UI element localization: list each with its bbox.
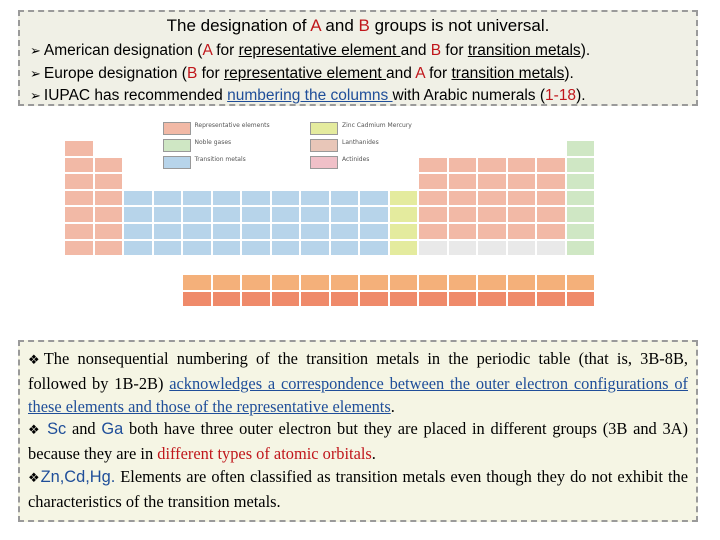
element-cell (153, 190, 183, 207)
paragraph-text: Elements are often classified as transition metals even though they do not exhibit the characteristics of the transition metals. (28, 466, 688, 511)
element-cell (477, 240, 507, 257)
element-cell (94, 190, 124, 207)
element-cell (300, 240, 330, 257)
element-cell (212, 223, 242, 240)
element-cell (330, 223, 360, 240)
legend-swatch (163, 139, 191, 152)
paragraph-text: and (66, 419, 102, 439)
bullet-text: Europe designation ( (43, 65, 187, 82)
bullet-text: for (197, 65, 224, 82)
lanthanide-cell (566, 274, 596, 291)
paragraph-text: . (371, 444, 376, 464)
element-cell (64, 240, 94, 257)
bullet-text: for (211, 42, 239, 59)
title-a: A (310, 16, 321, 35)
arrow-bullet-icon: ➢ (30, 44, 41, 59)
lanthanide-cell (507, 274, 537, 291)
lanthanide-cell (477, 274, 507, 291)
element-cell (418, 240, 448, 257)
diamond-bullet-icon: ❖ (28, 470, 41, 486)
bullet-text: ). (564, 65, 574, 82)
element-cell (536, 173, 566, 190)
element-cell (212, 240, 242, 257)
element-ga: Ga (101, 420, 124, 439)
actinide-cell (477, 291, 507, 308)
element-cell (566, 223, 596, 240)
legend-swatch (310, 139, 338, 152)
element-cell (536, 223, 566, 240)
letter-b: B (430, 42, 442, 59)
element-cell (359, 206, 389, 223)
bullet-text: and (385, 65, 416, 82)
underlined-link-text: numbering the columns (227, 87, 393, 104)
element-cell (241, 240, 271, 257)
paragraph-text: . (390, 396, 395, 416)
element-cell (64, 206, 94, 223)
element-cell (418, 206, 448, 223)
element-cell (507, 190, 537, 207)
element-cell (182, 223, 212, 240)
element-cell (153, 240, 183, 257)
legend-label: Zinc Cadmium Mercury (342, 122, 412, 129)
range-text: 1-18 (545, 87, 577, 104)
element-cell (182, 240, 212, 257)
legend-swatch (310, 156, 338, 169)
element-cell (330, 240, 360, 257)
element-cell (123, 190, 153, 207)
element-cell (507, 157, 537, 174)
element-cell (300, 190, 330, 207)
explanation-box (18, 340, 698, 522)
actinide-cell (330, 291, 360, 308)
element-cell (241, 223, 271, 240)
bullet-europe (30, 65, 574, 83)
element-cell (94, 157, 124, 174)
element-cell (536, 190, 566, 207)
element-cell (271, 223, 301, 240)
underlined-text: transition metals (451, 65, 565, 82)
elements-zn-cd-hg: Zn,Cd,Hg. (40, 467, 116, 486)
element-cell (566, 190, 596, 207)
paragraph-text: both have three outer electron but they are placed in different groups (3B and 3A) because they are in (28, 419, 688, 464)
element-cell (300, 206, 330, 223)
actinide-cell (418, 291, 448, 308)
actinide-cell (389, 291, 419, 308)
element-cell (536, 157, 566, 174)
element-cell (153, 223, 183, 240)
element-cell (389, 206, 419, 223)
element-cell (507, 223, 537, 240)
legend-swatch (163, 156, 191, 169)
element-cell (64, 157, 94, 174)
bullet-text: and (400, 42, 431, 59)
element-cell (359, 240, 389, 257)
arrow-bullet-icon: ➢ (30, 89, 41, 104)
actinide-cell (359, 291, 389, 308)
element-cell (507, 206, 537, 223)
bullet-american (30, 42, 590, 60)
element-cell (566, 206, 596, 223)
actinide-cell (536, 291, 566, 308)
element-cell (536, 206, 566, 223)
arrow-bullet-icon: ➢ (30, 67, 41, 82)
element-cell (241, 206, 271, 223)
underlined-text: transition metals (467, 42, 581, 59)
legend-label: Noble gases (194, 139, 232, 146)
element-cell (418, 190, 448, 207)
explanation-text (28, 348, 688, 514)
lanthanide-cell (536, 274, 566, 291)
element-cell (123, 206, 153, 223)
element-cell (536, 240, 566, 257)
element-cell (418, 157, 448, 174)
underlined-text: representative element (224, 65, 386, 82)
element-cell (448, 206, 478, 223)
element-cell (477, 206, 507, 223)
element-cell (241, 190, 271, 207)
actinide-cell (448, 291, 478, 308)
element-cell (94, 173, 124, 190)
legend-label: Actinides (342, 156, 370, 163)
element-cell (418, 173, 448, 190)
lanthanide-cell (271, 274, 301, 291)
element-cell (271, 206, 301, 223)
element-cell (566, 240, 596, 257)
actinide-cell (300, 291, 330, 308)
actinide-cell (507, 291, 537, 308)
diamond-bullet-icon: ❖ (28, 423, 42, 439)
element-cell (448, 173, 478, 190)
element-cell (477, 223, 507, 240)
element-cell (566, 140, 596, 157)
highlight-text: different types of atomic orbitals (157, 444, 372, 464)
bullet-text: with Arabic numerals ( (392, 87, 546, 104)
element-cell (448, 240, 478, 257)
element-cell (566, 157, 596, 174)
actinide-cell (182, 291, 212, 308)
periodic-table-image (62, 118, 652, 334)
header-box (18, 10, 698, 106)
lanthanide-cell (182, 274, 212, 291)
element-cell (507, 240, 537, 257)
element-cell (94, 240, 124, 257)
letter-a: A (202, 42, 212, 59)
element-cell (330, 206, 360, 223)
element-cell (389, 240, 419, 257)
actinide-cell (566, 291, 596, 308)
element-cell (389, 190, 419, 207)
legend-swatch (163, 122, 191, 135)
legend-swatch (310, 122, 338, 135)
element-cell (418, 223, 448, 240)
element-cell (448, 157, 478, 174)
underlined-link-text: acknowledges a correspondence between the outer electron configurations of these elements and those of the representative elements (28, 373, 689, 416)
diamond-bullet-icon: ❖ (28, 353, 44, 368)
element-cell (477, 173, 507, 190)
element-cell (94, 206, 124, 223)
element-cell (448, 190, 478, 207)
element-cell (359, 190, 389, 207)
bullet-iupac (30, 87, 586, 105)
legend-label: Transition metals (194, 156, 246, 163)
title-text: The designation of (166, 16, 311, 35)
bullet-text: IUPAC has recommended (43, 87, 228, 104)
element-cell (359, 223, 389, 240)
legend-label: Lanthanides (342, 139, 379, 146)
letter-b: B (186, 65, 198, 82)
element-cell (300, 223, 330, 240)
underlined-text: representative element (238, 42, 401, 59)
actinide-cell (241, 291, 271, 308)
element-cell (94, 223, 124, 240)
title-b: B (358, 16, 370, 35)
element-cell (153, 206, 183, 223)
slide-title (20, 16, 696, 36)
lanthanide-cell (300, 274, 330, 291)
bullet-text: for (424, 65, 452, 82)
letter-a: A (415, 65, 425, 82)
lanthanide-cell (389, 274, 419, 291)
lanthanide-cell (241, 274, 271, 291)
bullet-text: ). (580, 42, 591, 59)
lanthanide-cell (418, 274, 448, 291)
element-sc: Sc (47, 420, 67, 439)
lanthanide-cell (330, 274, 360, 291)
element-cell (182, 206, 212, 223)
bullet-text: American designation ( (43, 42, 203, 59)
title-text: groups is not universal. (369, 16, 550, 35)
element-cell (507, 173, 537, 190)
element-cell (64, 190, 94, 207)
element-cell (566, 173, 596, 190)
actinide-cell (212, 291, 242, 308)
lanthanide-cell (359, 274, 389, 291)
element-cell (212, 206, 242, 223)
paragraph-text: The nonsequential numbering of the transition metals in the periodic table (that is, 3B-8B, followed by 1B-2B) (28, 349, 688, 393)
element-cell (123, 223, 153, 240)
element-cell (477, 190, 507, 207)
element-cell (182, 190, 212, 207)
bullet-text: ). (576, 87, 586, 104)
element-cell (271, 190, 301, 207)
element-cell (123, 240, 153, 257)
element-cell (271, 240, 301, 257)
actinide-cell (271, 291, 301, 308)
title-text: and (320, 16, 359, 35)
element-cell (64, 173, 94, 190)
lanthanide-cell (448, 274, 478, 291)
element-cell (212, 190, 242, 207)
legend-label: Representative elements (194, 122, 270, 129)
element-cell (448, 223, 478, 240)
element-cell (389, 223, 419, 240)
lanthanide-cell (212, 274, 242, 291)
element-cell (64, 140, 94, 157)
element-cell (64, 223, 94, 240)
element-cell (477, 157, 507, 174)
bullet-text: for (441, 42, 468, 59)
element-cell (330, 190, 360, 207)
